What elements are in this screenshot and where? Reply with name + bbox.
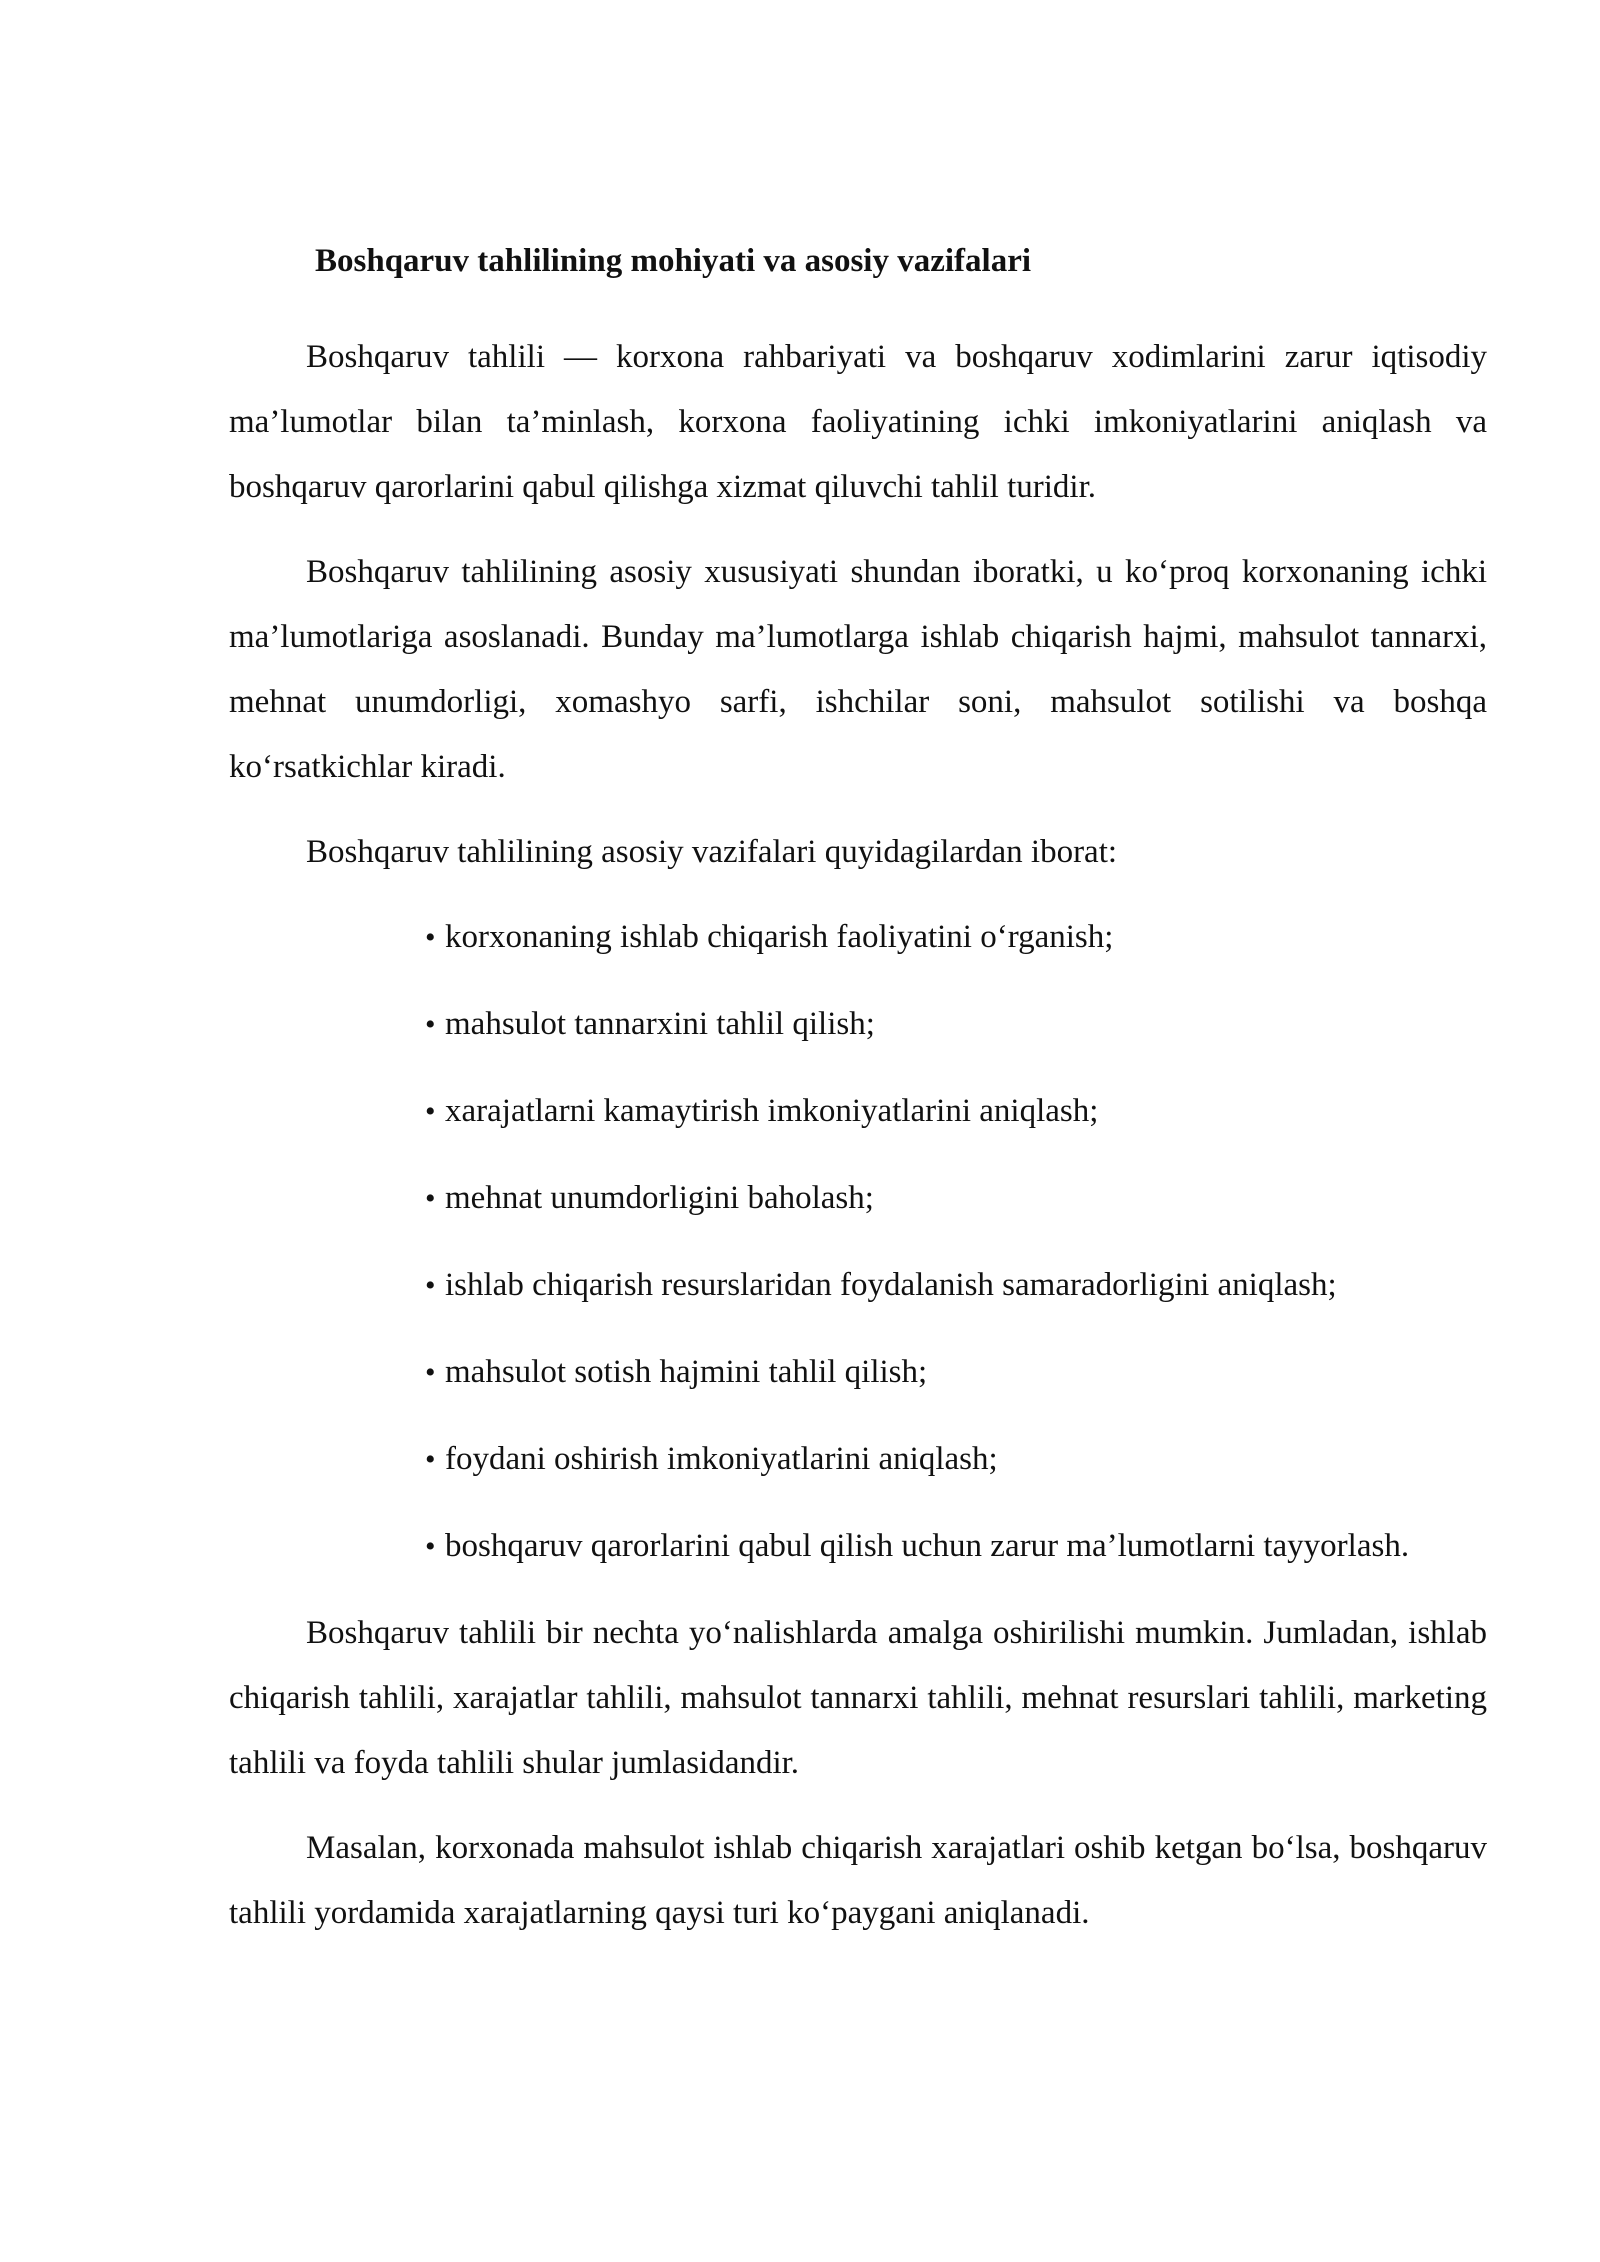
tasks-list — [229, 905, 1487, 1579]
list-item — [229, 1340, 1487, 1405]
list-item — [229, 1514, 1487, 1579]
list-item-text: foydani oshirish imkoniyatlarini aniqlash; — [445, 1441, 998, 1477]
paragraph-directions: Boshqaruv tahlili bir nechta yo‘nalishlarda amalga oshirilishi mumkin. Jumladan, ishlab chiqarish tahlili, xarajatlar tahlili, mahsulot tannarxi tahlili, mehnat resurslari tahlili, marketing tahlili va foyda tahlili shular jumlasidandir. — [229, 1615, 1487, 1781]
list-item-text: korxonaning ishlab chiqarish faoliyatini o‘rganish; — [445, 919, 1114, 955]
document-body — [229, 235, 1487, 1966]
bullet-icon: • — [425, 921, 436, 954]
bullet-icon: • — [425, 1356, 436, 1389]
bullet-icon: • — [425, 1530, 436, 1563]
list-item-text: boshqaruv qarorlarini qabul qilish uchun zarur ma’lumotlarni tayyorlash. — [445, 1528, 1410, 1564]
list-item-text: xarajatlarni kamaytirish imkoniyatlarini aniqlash; — [445, 1093, 1099, 1129]
list-item-text: ishlab chiqarish resurslaridan foydalanish samaradorligini aniqlash; — [445, 1267, 1337, 1303]
document-title: Boshqaruv tahlilining mohiyati va asosiy vazifalari — [315, 243, 1032, 279]
bullet-icon: • — [425, 1182, 436, 1215]
list-item — [229, 1079, 1487, 1144]
bullet-icon: • — [425, 1443, 436, 1476]
list-item-text: mahsulot sotish hajmini tahlil qilish; — [445, 1354, 928, 1390]
bullet-icon: • — [425, 1269, 436, 1302]
paragraph-definition: Boshqaruv tahlili — korxona rahbariyati va boshqaruv xodimlarini zarur iqtisodiy ma’lumotlar bilan ta’minlash, korxona faoliyatining ichki imkoniyatlarini aniqlash va boshqaruv qarorlarini qabul qilishga xizmat qiluvchi tahlil turidir. — [229, 339, 1487, 505]
bullet-icon: • — [425, 1008, 436, 1041]
list-item — [229, 1253, 1487, 1318]
list-item — [229, 992, 1487, 1057]
list-item-text: mehnat unumdorligini baholash; — [445, 1180, 874, 1216]
paragraph-tasks-intro: Boshqaruv tahlilining asosiy vazifalari quyidagilardan iborat: — [306, 834, 1118, 870]
paragraph-features: Boshqaruv tahlilining asosiy xususiyati shundan iboratki, u ko‘proq korxonaning ichki ma’lumotlariga asoslanadi. Bunday ma’lumotlarga ishlab chiqarish hajmi, mahsulot tannarxi, mehnat unumdorligi, xomashyo sarfi, ishchilar soni, mahsulot sotilishi va boshqa ko‘rsatkichlar kiradi. — [229, 554, 1487, 785]
paragraph-example: Masalan, korxonada mahsulot ishlab chiqarish xarajatlari oshib ketgan bo‘lsa, boshqaruv tahlili yordamida xarajatlarning qaysi turi ko‘paygani aniqlanadi. — [229, 1830, 1487, 1931]
list-item — [229, 1427, 1487, 1492]
bullet-icon: • — [425, 1095, 436, 1128]
list-item-text: mahsulot tannarxini tahlil qilish; — [445, 1006, 875, 1042]
list-item — [229, 1166, 1487, 1231]
list-item — [229, 905, 1487, 970]
